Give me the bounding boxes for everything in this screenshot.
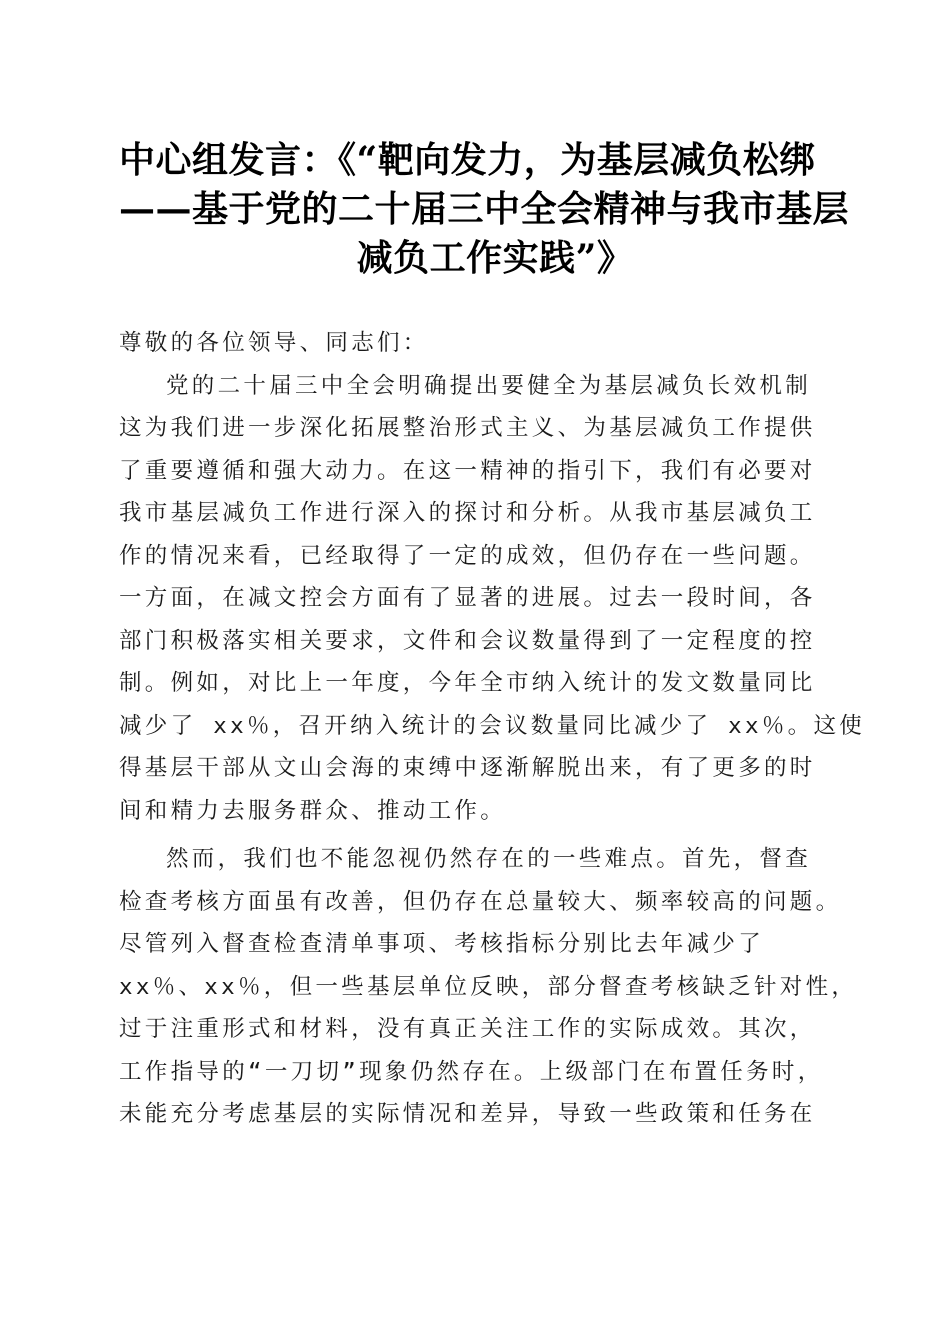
paragraph-line: 制。例如，对比上一年度，今年全市纳入统计的发文数量同比 — [119, 670, 816, 696]
paragraph-line: 减少了 xx％，召开纳入统计的会议数量同比减少了 xx％。这使 — [119, 712, 866, 739]
paragraph-line: 间和精力去服务群众、推动工作。 — [119, 797, 507, 824]
paragraph-line: 检查考核方面虽有改善，但仍存在总量较大、频率较高的问题。 — [119, 888, 842, 915]
paragraph-line: 然而，我们也不能忽视仍然存在的一些难点。首先，督查 — [166, 846, 812, 872]
paragraph-line: 尽管列入督查检查清单事项、考核指标分别比去年减少了 — [119, 931, 765, 957]
paragraph-line: 一方面，在减文控会方面有了显著的进展。过去一段时间，各 — [119, 585, 816, 611]
paragraph-line: 了重要遵循和强大动力。在这一精神的指引下，我们有必要对 — [119, 457, 816, 484]
paragraph-line: 我市基层减负工作进行深入的探讨和分析。从我市基层减负工 — [119, 500, 816, 526]
paragraph-line: 未能充分考虑基层的实际情况和差异，导致一些政策和任务在 — [119, 1101, 816, 1127]
paragraph-line: 得基层干部从文山会海的束缚中逐渐解脱出来，有了更多的时 — [119, 755, 816, 781]
salutation: 尊敬的各位领导、同志们： — [119, 330, 429, 356]
title-line-2: ——基于党的二十届三中全会精神与我市基层 — [119, 188, 850, 230]
paragraph-line: 过于注重形式和材料，没有真正关注工作的实际成效。其次， — [119, 1016, 816, 1042]
document-title — [110, 136, 850, 283]
title-line-3: 减负工作实践”》 — [356, 237, 634, 279]
paragraph-line: 这为我们进一步深化拓展整治形式主义、为基层减负工作提供 — [119, 415, 816, 441]
paragraph-line: 党的二十届三中全会明确提出要健全为基层减负长效机制 — [166, 372, 812, 399]
paragraph-line: 工作指导的“一刀切”现象仍然存在。上级部门在布置任务时， — [119, 1058, 824, 1085]
paragraph-line: xx％、xx％，但一些基层单位反映，部分督查考核缺乏针对性， — [119, 973, 858, 1000]
paragraph-line: 部门积极落实相关要求，文件和会议数量得到了一定程度的控 — [119, 627, 816, 654]
document-body — [119, 322, 866, 1136]
paragraph-1 — [119, 365, 866, 833]
title-line-1: 中心组发言：《“靶向发力，为基层减负松绑 — [119, 139, 816, 181]
paragraph-line: 作的情况来看，已经取得了一定的成效，但仍存在一些问题。 — [119, 542, 816, 569]
paragraph-2 — [119, 838, 858, 1136]
